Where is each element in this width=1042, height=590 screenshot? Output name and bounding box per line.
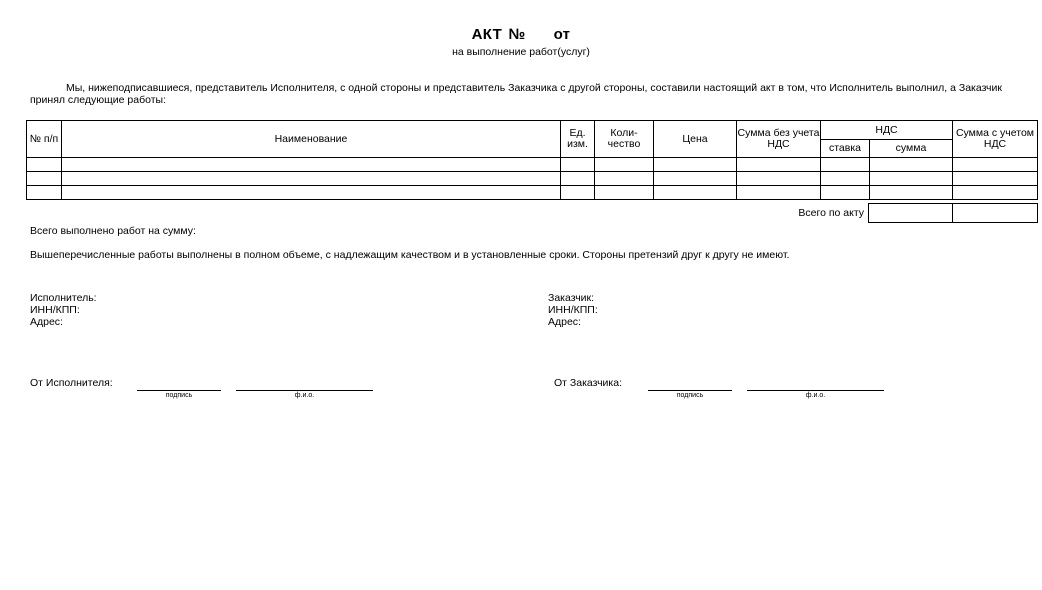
col-header-unit: Ед. изм. (561, 121, 595, 158)
statement-text: Вышеперечисленные работы выполнены в полном объеме, с надлежащим качеством и в установленные сроки. Стороны претензий друг к другу не имеют. (30, 249, 790, 261)
title-suffix: от (553, 26, 571, 43)
customer-sign-line (648, 390, 732, 391)
intro-paragraph (30, 82, 1020, 106)
executor-name-line (236, 390, 373, 391)
customer-address: Адрес: (548, 316, 581, 328)
executor-inn: ИНН/КПП: (30, 304, 80, 316)
customer-name-line (747, 390, 884, 391)
table-row (27, 158, 1038, 172)
document-subtitle: на выполнение работ(услуг) (452, 46, 590, 58)
customer-label: Заказчик: (548, 292, 595, 304)
col-header-qty: Коли-чество (595, 121, 654, 158)
title-prefix: АКТ № (471, 26, 526, 43)
customer-name-caption: ф.и.о. (805, 392, 826, 399)
col-header-sum-no-vat: Сумма без учета НДС (737, 121, 821, 158)
document-title (0, 26, 1042, 43)
col-header-name: Наименование (62, 121, 561, 158)
total-row (868, 203, 1038, 223)
col-header-num: № п/п (27, 121, 62, 158)
customer-block (548, 292, 598, 328)
executor-sign-caption: подпись (165, 392, 193, 399)
executor-block (30, 292, 97, 328)
col-header-vat-sum: сумма (870, 140, 953, 158)
col-header-price: Цена (654, 121, 737, 158)
executor-label: Исполнитель: (30, 292, 97, 304)
customer-sign-caption: подпись (676, 392, 704, 399)
total-vat-cell (869, 204, 953, 223)
executor-address: Адрес: (30, 316, 63, 328)
col-header-vat: НДС (821, 121, 953, 140)
executor-name-caption: ф.и.о. (294, 392, 315, 399)
col-header-vat-rate: ставка (821, 140, 870, 158)
col-header-sum-vat: Сумма с учетом НДС (953, 121, 1038, 158)
executor-signature-label: От Исполнителя: (30, 377, 113, 389)
works-table (26, 120, 1038, 200)
table-row (27, 172, 1038, 186)
total-label: Всего по акту (798, 207, 864, 219)
executor-sign-line (137, 390, 221, 391)
table-row (27, 186, 1038, 200)
customer-inn: ИНН/КПП: (548, 304, 598, 316)
customer-signature-label: От Заказчика: (554, 377, 623, 389)
total-sum-cell (953, 204, 1038, 223)
total-sum-text: Всего выполнено работ на сумму: (30, 225, 196, 237)
intro-text: Мы, нижеподписавшиеся, представитель Исполнителя, с одной стороны и представитель Заказчика с другой стороны, составили настоящий акт в том, что Исполнитель выполнил, а Заказчик принял следующие работы: (30, 82, 1002, 106)
